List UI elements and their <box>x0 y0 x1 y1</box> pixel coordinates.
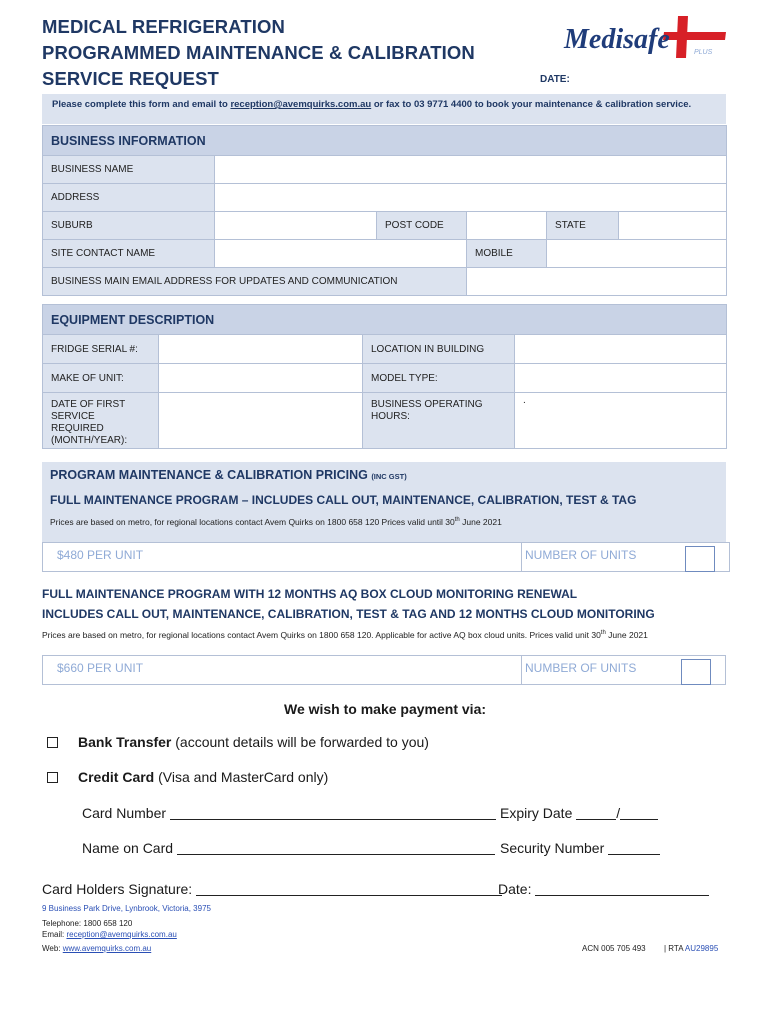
program2-units-field[interactable] <box>681 659 711 685</box>
post-code-field[interactable] <box>467 212 547 240</box>
security-row <box>500 840 660 856</box>
program1-title: FULL MAINTENANCE PROGRAM – INCLUDES CALL OUT, MAINTENANCE, CALIBRATION, TEST & TAG <box>50 493 637 507</box>
email-address-label: BUSINESS MAIN EMAIL ADDRESS FOR UPDATES AND COMMUNICATION <box>43 268 467 296</box>
payment-title: We wish to make payment via: <box>283 701 487 717</box>
expiry-label: Expiry Date <box>500 805 573 821</box>
program1-description <box>50 513 570 529</box>
program1-price-row <box>42 542 730 572</box>
program2-description <box>42 626 730 642</box>
program2-units-label: NUMBER OF UNITS <box>521 656 723 684</box>
bank-transfer-option[interactable] <box>47 734 429 750</box>
name-on-card-row <box>82 840 495 856</box>
credit-card-option[interactable] <box>47 769 328 785</box>
footer-web-link[interactable]: www.avemquirks.com.au <box>62 944 152 953</box>
equipment-heading: EQUIPMENT DESCRIPTION <box>43 305 727 335</box>
medisafe-logo <box>560 14 730 64</box>
expiry-row <box>500 805 658 821</box>
card-number-label: Card Number <box>82 805 167 821</box>
mobile-label: MOBILE <box>467 240 547 268</box>
location-label: LOCATION IN BUILDING <box>363 335 515 364</box>
logo-text: Medisafe <box>564 24 670 55</box>
expiry-month-field[interactable] <box>576 806 616 820</box>
date-label: DATE: <box>540 74 570 85</box>
title-line: SERVICE REQUEST <box>42 68 219 89</box>
expiry-year-field[interactable] <box>620 806 658 820</box>
program2-price: $660 PER UNIT <box>57 661 144 675</box>
program2-title-line1: FULL MAINTENANCE PROGRAM WITH 12 MONTHS AQ BOX CLOUD MONITORING RENEWAL <box>42 587 578 601</box>
signature-field[interactable] <box>196 882 502 896</box>
signature-date-label: Date: <box>498 881 532 897</box>
program2-text-end: June 2021 <box>605 629 648 640</box>
intro-fax: or fax to 03 9771 4400 <box>371 99 473 110</box>
intro-banner <box>42 94 726 124</box>
credit-card-label: Credit Card <box>78 769 155 785</box>
address-field[interactable] <box>215 184 727 212</box>
pricing-heading-gst: (INC GST) <box>371 472 407 481</box>
name-on-card-label: Name on Card <box>82 840 174 856</box>
first-service-field[interactable] <box>159 393 363 449</box>
pricing-heading <box>50 468 407 482</box>
program1-price: $480 PER UNIT <box>57 548 144 562</box>
footer-rta <box>664 944 718 953</box>
address-label: ADDRESS <box>43 184 215 212</box>
make-field[interactable] <box>159 364 363 393</box>
model-label: MODEL TYPE: <box>363 364 515 393</box>
footer-email-label: Email: <box>42 930 67 939</box>
program1-units-field[interactable] <box>685 546 715 572</box>
footer-email-link[interactable]: reception@avemquirks.com.au <box>66 930 177 939</box>
operating-hours-label: BUSINESS OPERATING HOURS: <box>363 393 515 449</box>
credit-card-checkbox[interactable] <box>47 772 58 783</box>
make-label: MAKE OF UNIT: <box>43 364 159 393</box>
footer-web-label: Web: <box>42 944 63 953</box>
program2-text: Prices are based on metro, for regional locations contact Avem Quirks on 1800 658 120. Applicable for active AQ box cloud units. Prices valid unit 30 <box>42 629 601 640</box>
suburb-label: SUBURB <box>43 212 215 240</box>
security-field[interactable] <box>608 841 660 855</box>
program2-sup: th <box>600 630 606 636</box>
state-field[interactable] <box>619 212 727 240</box>
expiry-separator: / <box>616 805 621 821</box>
email-address-field[interactable] <box>467 268 727 296</box>
intro-text: Please complete this form and email to <box>52 99 231 110</box>
bank-transfer-label: Bank Transfer <box>78 734 172 750</box>
suburb-field[interactable] <box>215 212 377 240</box>
security-label: Security Number <box>500 840 605 856</box>
bank-transfer-checkbox[interactable] <box>47 737 58 748</box>
card-number-row <box>82 805 496 821</box>
footer-address: 9 Business Park Drive, Lynbrook, Victoria, 3975 <box>42 904 211 913</box>
location-field[interactable] <box>515 335 727 364</box>
name-on-card-field[interactable] <box>177 841 495 855</box>
credit-card-note: (Visa and MasterCard only) <box>154 769 329 785</box>
reception-email-link[interactable]: reception@avemquirks.com.au <box>230 99 372 110</box>
program2-block <box>42 584 730 642</box>
pricing-heading-text: PROGRAM MAINTENANCE & CALIBRATION PRICING <box>50 468 368 482</box>
title-line: MEDICAL REFRIGERATION <box>42 16 285 37</box>
business-info-table <box>42 125 727 296</box>
post-code-label: POST CODE <box>377 212 467 240</box>
site-contact-label: SITE CONTACT NAME <box>43 240 215 268</box>
business-name-label: BUSINESS NAME <box>43 156 215 184</box>
program1-text: Prices are based on metro, for regional locations contact Avem Quirks on 1800 658 120 Prices valid until 30 <box>50 516 455 527</box>
card-number-field[interactable] <box>170 806 496 820</box>
program2-title-line2: INCLUDES CALL OUT, MAINTENANCE, CALIBRATION, TEST & TAG AND 12 MONTHS CLOUD MONITORING <box>42 607 655 621</box>
site-contact-field[interactable] <box>215 240 467 268</box>
footer-rta-number: AU29895 <box>684 944 719 953</box>
signature-row <box>42 881 502 897</box>
business-info-heading: BUSINESS INFORMATION <box>43 126 727 156</box>
logo-sub: PLUS <box>694 49 713 56</box>
mobile-field[interactable] <box>547 240 727 268</box>
business-name-field[interactable] <box>215 156 727 184</box>
equipment-table <box>42 304 727 449</box>
operating-hours-field[interactable]: . <box>515 393 727 449</box>
bank-transfer-note: (account details will be forwarded to you) <box>171 734 429 750</box>
signature-date-row <box>498 881 709 897</box>
program1-sup: th <box>454 517 460 523</box>
footer-rta-label: | RTA <box>664 944 685 953</box>
fridge-serial-label: FRIDGE SERIAL #: <box>43 335 159 364</box>
signature-date-field[interactable] <box>535 882 709 896</box>
program2-price-row <box>42 655 726 685</box>
footer-telephone: Telephone: 1800 658 120 <box>42 919 133 928</box>
pricing-section <box>42 462 726 542</box>
model-field[interactable] <box>515 364 727 393</box>
title-line: PROGRAMMED MAINTENANCE & CALIBRATION <box>42 42 475 63</box>
fridge-serial-field[interactable] <box>159 335 363 364</box>
intro-text-end: to book your maintenance & calibration service. <box>472 99 692 110</box>
page-title <box>42 14 475 92</box>
first-service-label: DATE OF FIRST SERVICE REQUIRED (MONTH/YEAR): <box>43 393 159 449</box>
program1-units-label: NUMBER OF UNITS <box>521 543 723 571</box>
footer-acn: ACN 005 705 493 <box>582 944 646 953</box>
program1-text-end: June 2021 <box>459 516 502 527</box>
signature-label: Card Holders Signature: <box>42 881 193 897</box>
footer-email <box>42 930 177 939</box>
state-label: STATE <box>547 212 619 240</box>
footer-web <box>42 944 151 953</box>
